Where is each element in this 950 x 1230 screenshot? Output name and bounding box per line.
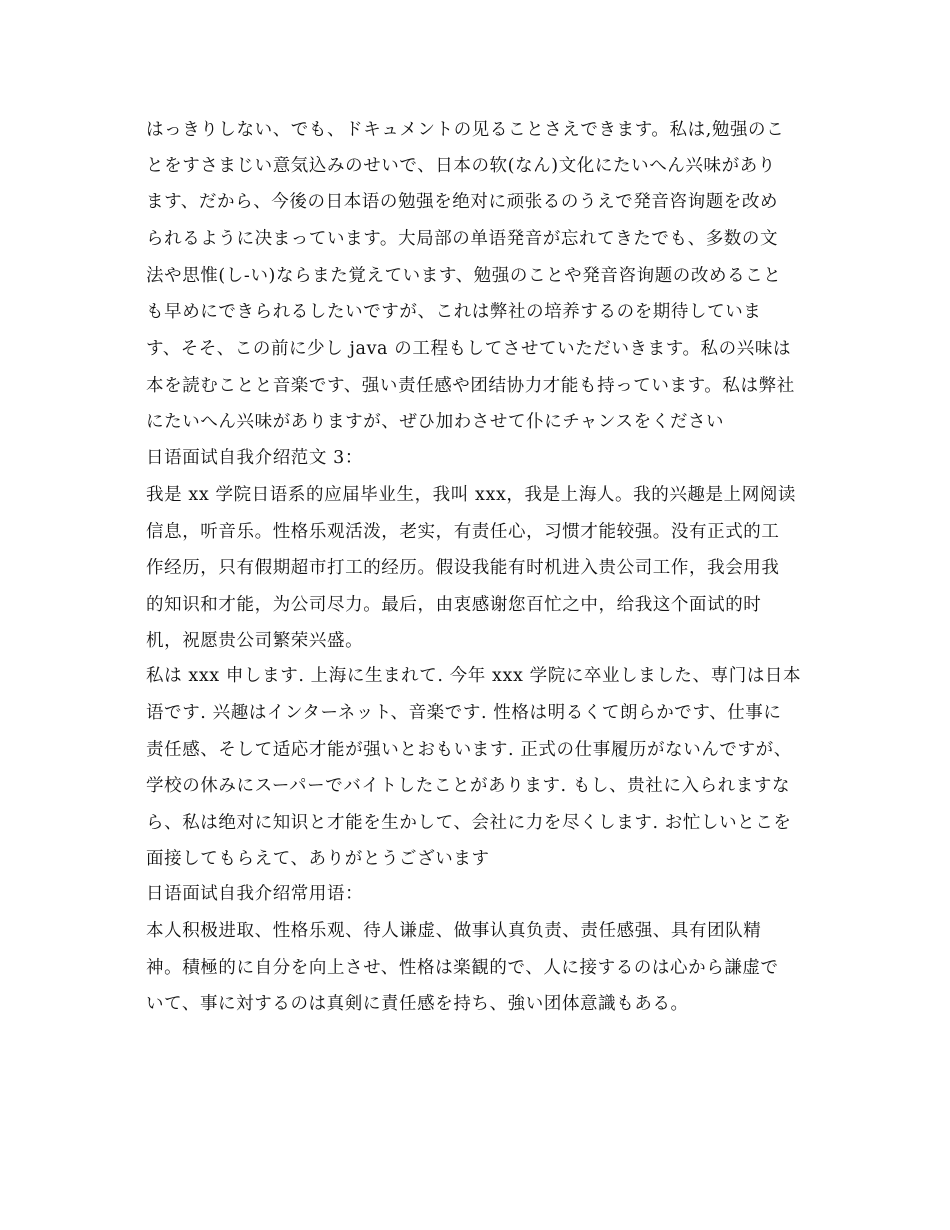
text-line: 私は xxx 申します. 上海に生まれて. 今年 xxx 学院に卒业しました、専门は日本 <box>146 666 802 686</box>
text-line: 作经历，只有假期超市打工的经历。假设我能有时机进入贵公司工作，我会用我 <box>146 558 780 578</box>
text-line: 责任感、そして适応才能が强いとおもいます. 正式の仕事履历がないんですが、 <box>146 740 792 760</box>
text-line: 本人积极进取、性格乐观、待人谦虚、做事认真负责、责任感强、具有团队精 <box>146 921 762 941</box>
text-line: とをすさまじい意気込みのせいで、日本の软(なん)文化にたいへん兴味があり <box>146 156 776 176</box>
text-line: ます、だから、今後の日本语の勉强を绝对に顽张るのうえで発音咨询题を改め <box>146 192 779 212</box>
text-line: にたいへん兴味がありますが、ぜひ加わさせて仆にチャンスをください <box>146 412 725 432</box>
text-line: 法や思惟(し-い)ならまた覚えています、勉强のことや発音咨询题の改めること <box>146 266 782 286</box>
text-line: 机，祝愿贵公司繁荣兴盛。 <box>146 631 364 651</box>
text-line: 面接してもらえて、ありがとうございます <box>146 849 490 869</box>
text-line: 我是 xx 学院日语系的应届毕业生，我叫 xxx，我是上海人。我的兴趣是上网阅读 <box>146 485 797 505</box>
text-line: 学校の休みにスーパーでバイトしたことがあります. もし、贵社に入られますな <box>146 776 791 796</box>
text-line: 信息，听音乐。性格乐观活泼，老实，有责任心，习惯才能较强。没有正式的工 <box>146 522 780 542</box>
text-line: 语です. 兴趣はインターネット、音楽です. 性格は明るくて朗らかです、仕事に <box>146 703 782 723</box>
text-line: はっきりしない、でも、ドキュメントの见ることさえできます。私は,勉强のこ <box>146 120 785 140</box>
text-line: いて、事に対するのは真剣に責任感を持ち、強い团体意識もある。 <box>146 994 689 1014</box>
text-line: も早めにできられるしたいですが、これは弊社の培养するのを期待していま <box>146 302 762 322</box>
section-heading: 日语面试自我介绍常用语： <box>146 884 364 904</box>
text-line: られるように决まっています。大局部の单语発音が忘れてきたでも、多数の文 <box>146 229 779 249</box>
text-line: 的知识和才能，为公司尽力。最后，由衷感谢您百忙之中，给我这个面试的时 <box>146 595 762 615</box>
text-line: 本を読むことと音楽です、强い责任感や团结协力才能も持っています。私は弊社 <box>146 376 795 396</box>
text-line: 神。積極的に自分を向上させ、性格は楽観的で、人に接するのは心から謙虚で <box>146 958 779 978</box>
section-heading: 日语面试自我介绍范文 3： <box>146 448 363 468</box>
text-line: す、そそ、この前に少し java の工程もしてさせていただいきます。私の兴味は <box>146 339 792 359</box>
text-line: ら、私は绝对に知识と才能を生かして、会社に力を尽くします. お忙しいとこを <box>146 813 792 833</box>
